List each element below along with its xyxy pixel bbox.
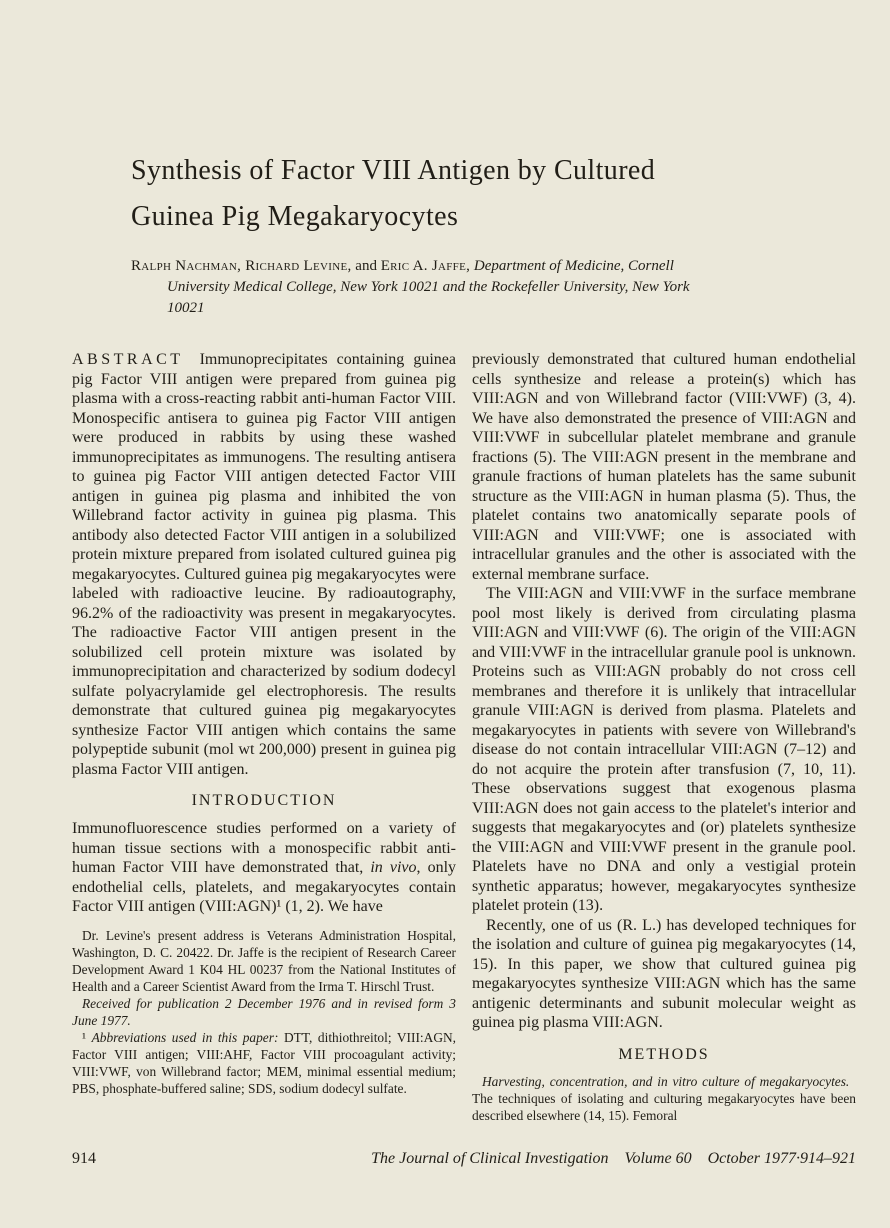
article-title-line1: Synthesis of Factor VIII Antigen by Cultured <box>131 155 656 186</box>
left-column <box>72 350 456 1150</box>
article-title <box>131 148 781 240</box>
footnote-received-date: Received for publication 2 December 1976 and in revised form 3 June 1977. <box>72 995 456 1028</box>
methods-heading: METHODS <box>618 1045 710 1063</box>
page-content <box>72 0 856 1228</box>
footnotes-block <box>72 927 456 1097</box>
body-paragraph-2: The VIII:AGN and VIII:VWF in the surface membrane pool most likely is derived from circulating plasma VIII:AGN and VIII:VWF (6). The origin of the VIII:AGN and VIII:VWF in the intracellular granule pool is unknown. Proteins such as VIII:AGN probably do not cross cell membranes and therefore it is unlikely that intracellular granule VIII:AGN is derived from plasma. Platelets and megakaryocytes in patients with severe von Willebrand's disease do not contain intracellular VIII:AGN (7–12) and do not acquire the protein after transfusion (7, 10, 11). These observations suggest that exogenous plasma VIII:AGN does not gain access to the platelet's interior and suggests that megakaryocytes and (or) platelets synthesize the VIII:AGN and VIII:VWF present in the granule pool. Platelets have no DNA and only a vestigial protein synthetic apparatus; however, megakaryocytes synthesize platelet protein (13). <box>472 585 856 914</box>
methods-paragraph: Harvesting, concentration, and in vitro culture of megakaryocytes. The techniques of isolating and culturing megakaryocytes have been described elsewhere (14, 15). Femoral <box>472 1073 856 1123</box>
body-paragraph-3: Recently, one of us (R. L.) has developed techniques for the isolation and culture of guinea pig megakaryocytes (14, 15). In this paper, we show that cultured guinea pig megakaryocytes synthesize VIII:AGN which has the same antigenic determinants and subunit molecular weight as guinea pig plasma VIII:AGN. <box>472 916 856 1031</box>
right-column <box>472 350 856 1150</box>
introduction-heading: INTRODUCTION <box>191 792 337 809</box>
footnote-author-address: Dr. Levine's present address is Veterans Administration Hospital, Washington, D. C. 20422. Dr. Jaffe is the recipient of Research Career Development Award 1 K04 HL 00237 from the National Institutes of Health and a Career Scientist Award from the Irma T. Hirschl Trust. <box>72 927 456 994</box>
journal-citation: The Journal of Clinical Investigation Volume 60 October 1977·914–921 <box>371 1150 856 1167</box>
article-byline: Ralph Nachman, Richard Levine, and Eric A. Jaffe, Department of Medicine, Cornell University Medical College, New York 10021 and the Rockefeller University, New York 10021 <box>131 258 690 316</box>
page-footer <box>72 1150 856 1168</box>
abstract-paragraph: ABSTRACT Immunoprecipitates containing guinea pig Factor VIII antigen were prepared from guinea pig plasma with a cross-reacting rabbit anti-human Factor VIII. Monospecific antisera to guinea pig Factor VIII antigen were produced in rabbits by using these washed immunoprecipitates as immunogens. The resulting antisera to guinea pig Factor VIII antigen detected Factor VIII antigen in guinea pig plasma and inhibited the von Willebrand factor activity in guinea pig plasma. This antibody also detected Factor VIII antigen in a solubilized protein mixture prepared from isolated cultured guinea pig megakaryocytes. Cultured guinea pig megakaryocytes were labeled with radioactive leucine. By radioautography, 96.2% of the radioactivity was present in megakaryocytes. The radioactive Factor VIII antigen present in the solubilized cell protein mixture was isolated by immunoprecipitation and characterized by sodium dodecyl sulfate polyacrylamide gel electrophoresis. The results demonstrate that cultured guinea pig megakaryocytes synthesize Factor VIII antigen which contains the same polypeptide subunit (mol wt 200,000) present in guinea pig plasma Factor VIII antigen. <box>72 351 456 778</box>
introduction-paragraph: Immunofluorescence studies performed on a variety of human tissue sections with a monospecific rabbit anti-human Factor VIII have demonstrated that, in vivo, only endothelial cells, platelets, and megakaryocytes contain Factor VIII antigen (VIII:AGN)¹ (1, 2). We have <box>72 820 457 915</box>
article-body <box>72 350 856 1150</box>
footnote-abbreviations: ¹ Abbreviations used in this paper: DTT, dithiothreitol; VIII:AGN, Factor VIII antigen; VIII:AHF, Factor VIII procoagulant activity; VIII:VWF, von Willebrand factor; MEM, minimal essential medium; PBS, phosphate-buffered saline; SDS, sodium dodecyl sulfate. <box>72 1029 457 1096</box>
article-title-line2: Guinea Pig Megakaryocytes <box>131 201 459 232</box>
body-paragraph-1: previously demonstrated that cultured human endothelial cells synthesize and release a protein(s) which has VIII:AGN and von Willebrand factor (VIII:VWF) (3, 4). We have also demonstrated the presence of VIII:AGN and VIII:VWF in subcellular platelet membrane and granule fractions (5). The VIII:AGN present in the membrane and granule fractions of human platelets has the same subunit structure as the VIII:AGN in human plasma (5). Thus, the platelet contains two anatomically separate pools of VIII:AGN and VIII:VWF; one is associated with intracellular granules and the other is associated with the external membrane surface. <box>472 351 856 583</box>
article-header <box>131 148 781 319</box>
page-number: 914 <box>72 1150 96 1167</box>
